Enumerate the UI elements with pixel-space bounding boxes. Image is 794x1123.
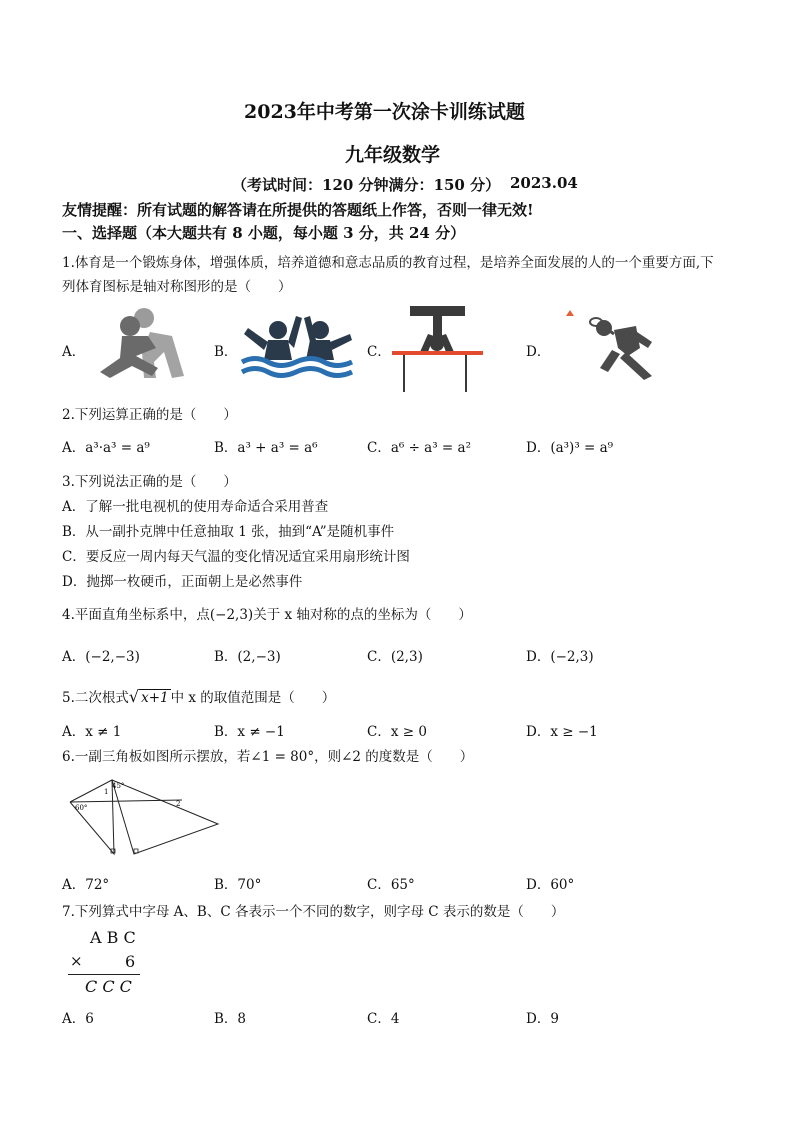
q5-stem-post: 中 x 的取值范围是（ ）	[170, 690, 336, 706]
q4-option-c: C．(2,3)	[367, 649, 423, 665]
q1-stem-line2: 列体育图标是轴对称图形的是（ ）	[62, 279, 292, 295]
q7-multiply-sign: ×	[70, 952, 83, 970]
q5-radicand: x+1	[141, 690, 169, 706]
q7-option-d: D．9	[526, 1011, 559, 1027]
angle-1-label: 1	[104, 788, 109, 796]
q4-option-d: D．(−2,3)	[526, 649, 594, 665]
q3-option-a: A．了解一批电视机的使用寿命适合采用普查	[62, 499, 329, 515]
angle-60-label: 60°	[75, 804, 88, 812]
q3-stem: 3.下列说法正确的是（ ）	[62, 474, 237, 490]
wrestling-icon	[92, 306, 192, 380]
q3-option-d: D．抛掷一枚硬币，正面朝上是必然事件	[62, 574, 303, 590]
section-heading: 一、选择题（本大题共有 8 小题，每小题 3 分，共 24 分）	[62, 224, 466, 242]
q7-option-b: B．8	[214, 1011, 247, 1027]
sqrt-sign: √	[128, 687, 140, 706]
exam-subject: 九年级数学	[345, 144, 441, 166]
q1-option-a-label: A．	[62, 344, 86, 360]
q1-option-c-label: C．	[367, 344, 391, 360]
q5-option-b: B．x ≠ −1	[214, 724, 285, 740]
q7-row2-digit: 6	[125, 952, 136, 971]
exam-info: （考试时间：120 分钟满分：150 分）	[232, 176, 501, 194]
angle-45-label: 45°	[112, 782, 125, 790]
gymnastics-handstand-icon	[390, 304, 485, 394]
q5-option-a: A．x ≠ 1	[62, 724, 122, 740]
exam-date: 2023.04	[510, 174, 578, 192]
badminton-icon	[556, 308, 661, 383]
q1-stem-line1: 1.体育是一个锻炼身体，增强体质，培养道德和意志品质的教育过程，是培养全面发展的人的一个重要方面,下	[62, 255, 714, 271]
q7-option-a: A．6	[62, 1011, 94, 1027]
q7-stem: 7.下列算式中字母 A、B、C 各表示一个不同的数字，则字母 C 表示的数是（ ）	[62, 904, 565, 920]
q3-option-b: B．从一副扑克牌中任意抽取 1 张，抽到“A”是随机事件	[62, 524, 395, 540]
q7-row1: A B C	[90, 928, 136, 947]
q7-option-c: C．4	[367, 1011, 400, 1027]
reminder: 友情提醒：所有试题的解答请在所提供的答题纸上作答，否则一律无效!	[62, 201, 534, 219]
water-polo-icon	[240, 310, 355, 380]
q6-option-d: D．60°	[526, 877, 575, 893]
q2-option-d: D．(a³)³ = a⁹	[526, 440, 614, 456]
q6-option-a: A．72°	[62, 877, 110, 893]
q5-stem	[62, 686, 335, 706]
exam-title: 2023年中考第一次涂卡训练试题	[244, 101, 525, 123]
q3-option-c: C．要反应一周内每天气温的变化情况适宜采用扇形统计图	[62, 549, 410, 565]
q2-option-a: A．a³·a³ = a⁹	[62, 440, 150, 456]
q4-option-b: B．(2,−3)	[214, 649, 281, 665]
q6-option-b: B．70°	[214, 877, 262, 893]
q5-stem-pre: 5.二次根式	[62, 690, 129, 706]
q6-stem: 6.一副三角板如图所示摆放，若∠1 = 80°，则∠2 的度数是（ ）	[62, 749, 474, 765]
q2-option-b: B．a³ + a³ = a⁶	[214, 440, 318, 456]
q5-option-d: D．x ≥ −1	[526, 724, 598, 740]
q1-option-d-label: D．	[526, 344, 551, 360]
q2-stem: 2.下列运算正确的是（ ）	[62, 407, 237, 423]
q7-row3: C C C	[85, 977, 132, 996]
q5-option-c: C．x ≥ 0	[367, 724, 427, 740]
q2-option-c: C．a⁶ ÷ a³ = a²	[367, 440, 471, 456]
q1-option-b-label: B．	[214, 344, 238, 360]
q4-stem: 4.平面直角坐标系中，点(−2,3)关于 x 轴对称的点的坐标为（ ）	[62, 607, 472, 623]
q4-option-a: A．(−2,−3)	[62, 649, 140, 665]
q7-rule-line	[68, 974, 140, 975]
q6-option-c: C．65°	[367, 877, 415, 893]
angle-2-label: 2	[176, 800, 181, 808]
q6-triangle-figure	[64, 770, 224, 860]
